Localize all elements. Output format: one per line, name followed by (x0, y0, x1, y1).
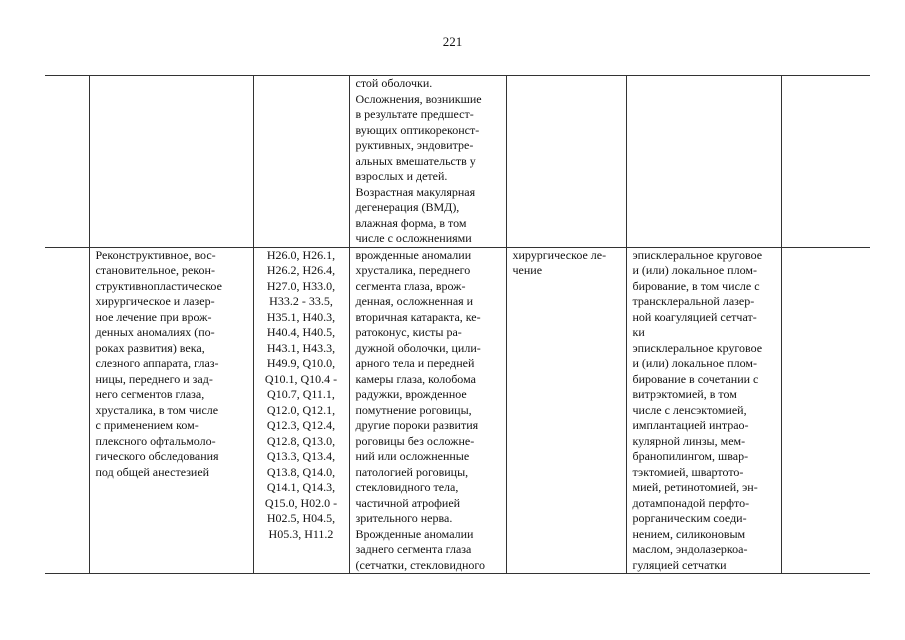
cell-codes: H26.0, H26.1, H26.2, H26.4, H27.0, H33.0, H33.2 - 33.5, H35.1, H40.3, H40.4, H40.5, H43.1, H43.3, H49.9, Q10.0, Q10.1, Q10.4 - Q10.7, Q11.1, Q12.0, Q12.1, Q12.3, Q12.4, Q12.8, Q13.0, Q13.3, Q13.4, Q13.8, Q14.0, Q14.1, Q14.3, Q15.0, H02.0 - H02.5, H04.5, H05.3, H11.2 (253, 247, 349, 574)
cell-last (781, 76, 870, 248)
cell-last (781, 247, 870, 574)
cell-number (45, 247, 89, 574)
cell-number (45, 76, 89, 248)
cell-diagnosis: стой оболочки. Осложнения, возникшие в результате предшест- вующих оптикореконст- руктивных, эндовитре- альных вмешательств у взрослых и детей. Возрастная макулярная дегенерация (ВМД), влажная форма, в том числе с осложнениями (349, 76, 506, 248)
cell-method: эписклеральное круговое и (или) локальное плом- бирование, в том числе с трансклеральной лазер- ной коагуляцией сетчат- ки эписклеральное круговое и (или) локальное плом- бирование в сочетании с витрэктомией, в том числе с ленсэктомией, имплантацией интрао- кулярной линзы, мем- бранопилингом, швар- тэктомией, швартото- мией, ретинотомией, эн- дотампонадой перфто- рорганическим соеди- нением, силиконовым маслом, эндолазеркоа- гуляцией сетчатки (626, 247, 781, 574)
cell-name (89, 76, 253, 248)
table-row (45, 76, 870, 248)
cell-diagnosis: врожденные аномалии хрусталика, переднего сегмента глаза, врож- денная, осложненная и вторичная катаракта, ке- ратоконус, кисты ра- дужной оболочки, цили- арного тела и передней камеры глаза, колобома радужки, врожденное помутнение роговицы, другие пороки развития роговицы без осложне- ний или осложненные патологией роговицы, стекловидного тела, частичной атрофией зрительного нерва. Врожденные аномалии заднего сегмента глаза (сетчатки, стекловидного (349, 247, 506, 574)
cell-treatment-type: хирургическое ле- чение (506, 247, 626, 574)
cell-method (626, 76, 781, 248)
table-row (45, 247, 870, 574)
page-number: 221 (442, 34, 463, 49)
medical-procedures-table (45, 75, 870, 574)
cell-treatment-type (506, 76, 626, 248)
cell-codes (253, 76, 349, 248)
cell-name: Реконструктивное, вос- становительное, рекон- структивнопластическое хирургическое и лазер- ное лечение при врож- денных аномалиях (по- роках развития) века, слезного аппарата, глаз- ницы, переднего и зад- него сегментов глаза, хрусталика, в том числе с применением ком- плексного офтальмоло- гического обследования под общей анестезией (89, 247, 253, 574)
